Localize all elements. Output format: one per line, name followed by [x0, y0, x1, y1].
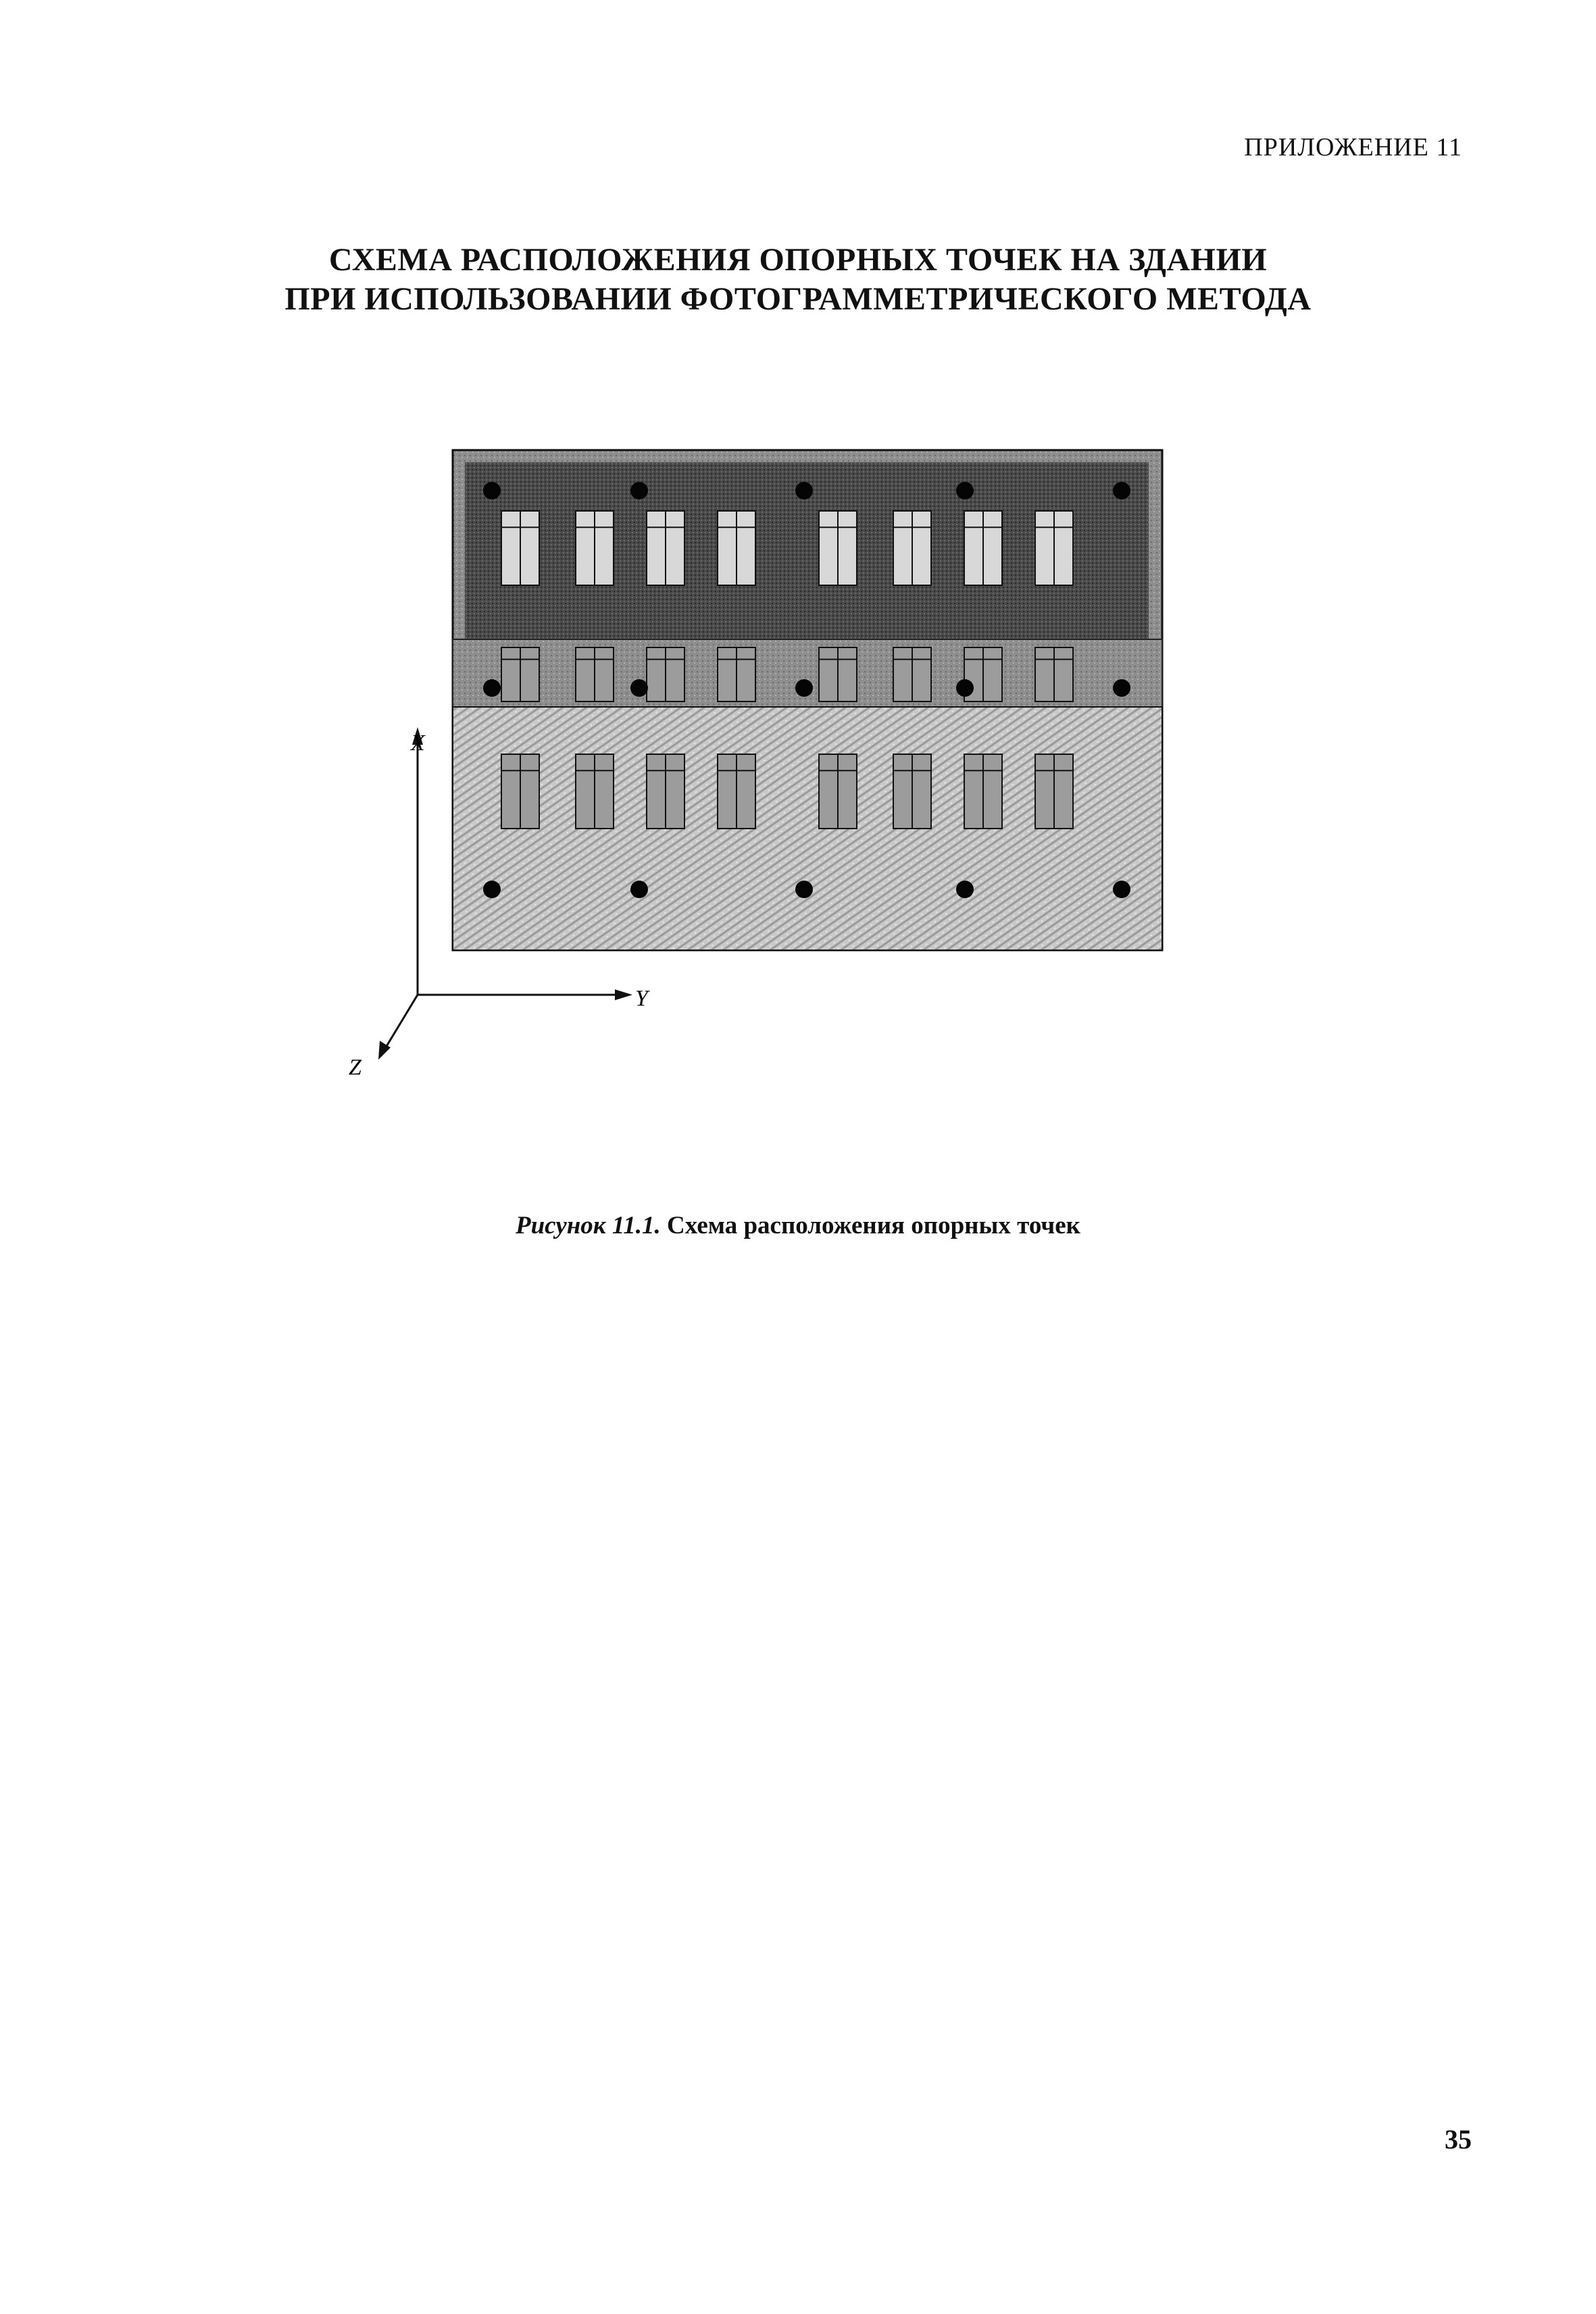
control-point — [483, 679, 501, 697]
caption-text: Схема расположения опорных точек — [660, 1212, 1080, 1239]
window — [964, 754, 1002, 829]
z-axis-label: Z — [349, 1055, 361, 1080]
caption-label: Рисунок 11.1. — [516, 1212, 661, 1239]
window — [576, 647, 614, 701]
window — [718, 511, 755, 585]
window — [1035, 754, 1073, 829]
x-axis-label: X — [411, 731, 425, 756]
window — [819, 647, 857, 701]
control-point — [795, 881, 813, 898]
window — [819, 754, 857, 829]
window — [718, 647, 755, 701]
window — [893, 511, 931, 585]
control-point — [956, 679, 974, 697]
control-point — [483, 881, 501, 898]
building-scheme — [318, 433, 1237, 1095]
window — [1035, 511, 1073, 585]
title-line-2: ПРИ ИСПОЛЬЗОВАНИИ ФОТОГРАММЕТРИЧЕСКОГО МЕТОДА — [284, 281, 1312, 317]
window — [1035, 647, 1073, 701]
window — [718, 754, 755, 829]
y-axis-label: Y — [635, 986, 648, 1011]
figure — [318, 433, 1237, 1098]
control-point — [956, 881, 974, 898]
z-axis-line — [382, 995, 418, 1053]
window — [647, 647, 684, 701]
window — [893, 754, 931, 829]
window — [819, 511, 857, 585]
y-axis-arrow — [615, 989, 632, 1000]
control-point — [795, 679, 813, 697]
window — [576, 754, 614, 829]
control-point — [1113, 679, 1130, 697]
page-title — [0, 241, 1596, 319]
page-number: 35 — [1445, 2124, 1472, 2155]
window — [501, 647, 539, 701]
control-point — [956, 482, 974, 499]
control-point — [630, 881, 648, 898]
control-point — [1113, 881, 1130, 898]
control-point — [630, 482, 648, 499]
window — [501, 511, 539, 585]
window — [501, 754, 539, 829]
window — [893, 647, 931, 701]
window — [964, 511, 1002, 585]
control-point — [795, 482, 813, 499]
window — [576, 511, 614, 585]
title-line-1: СХЕМА РАСПОЛОЖЕНИЯ ОПОРНЫХ ТОЧЕК НА ЗДАНИИ — [328, 242, 1268, 278]
control-point — [630, 679, 648, 697]
control-point — [1113, 482, 1130, 499]
window — [647, 511, 684, 585]
figure-caption — [0, 1211, 1596, 1240]
appendix-label: ПРИЛОЖЕНИЕ 11 — [1244, 133, 1462, 162]
window — [647, 754, 684, 829]
control-point — [483, 482, 501, 499]
